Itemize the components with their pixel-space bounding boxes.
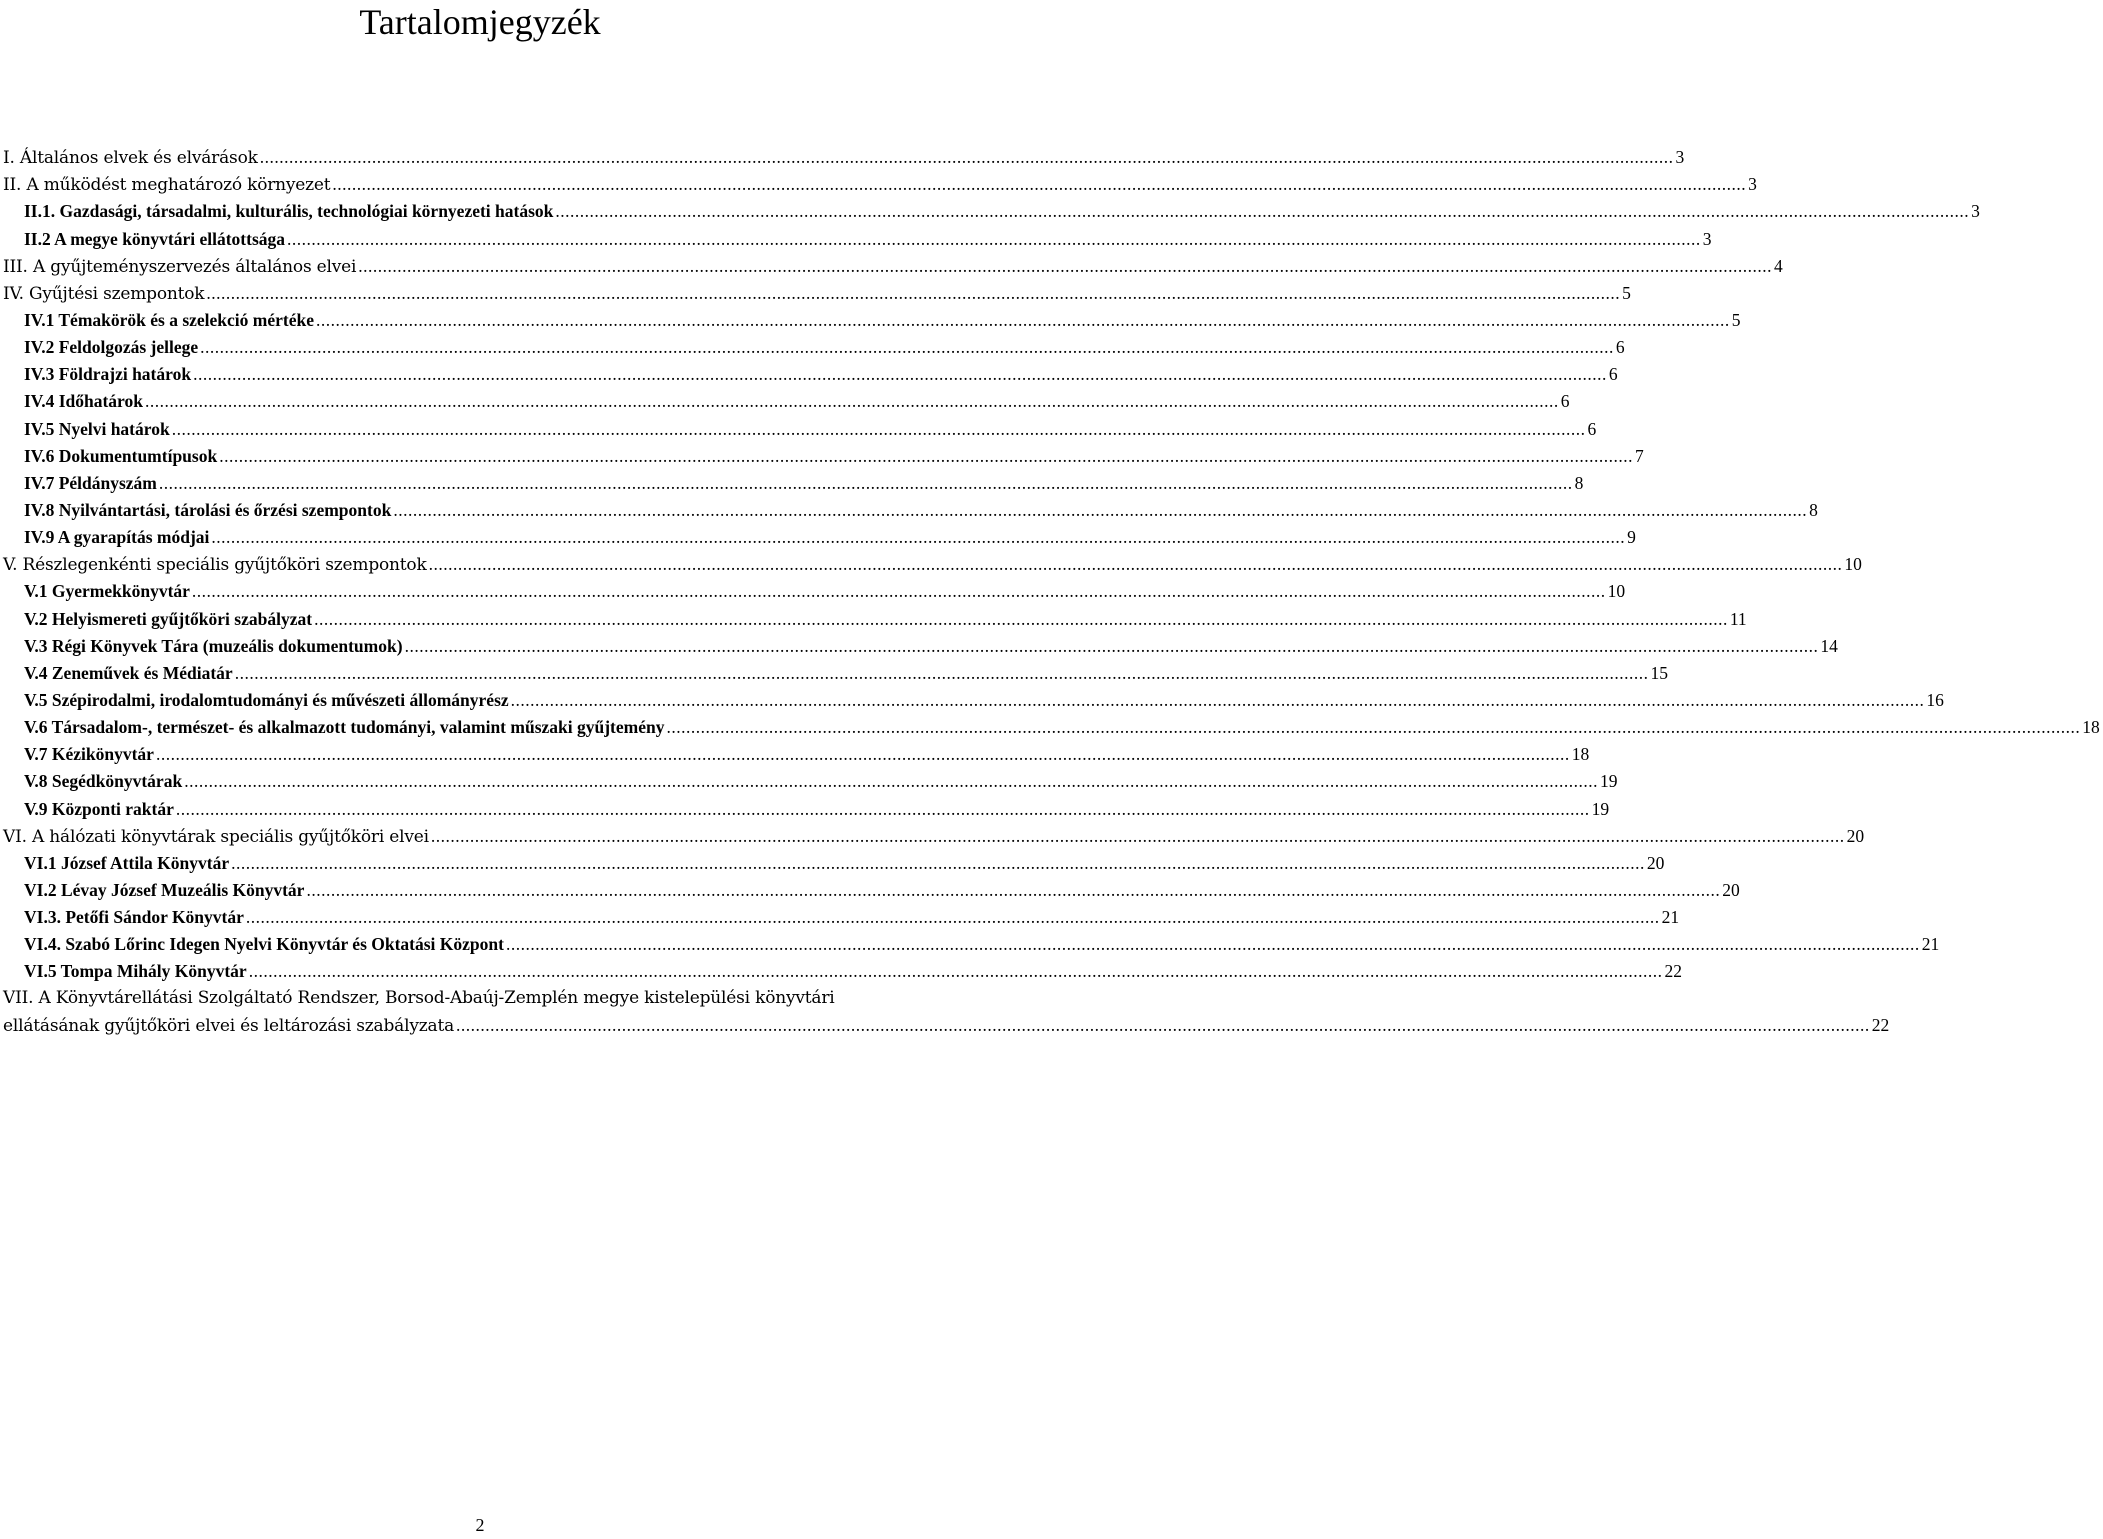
toc-leader-dots <box>405 636 1819 657</box>
toc-entry-line <box>24 771 1618 792</box>
toc-entry-label: V.6 Társadalom-, természet- és alkalmazott tudományi, valamint műszaki gyűjtemény <box>24 717 665 738</box>
toc-leader-dots <box>666 717 2080 738</box>
toc-entry-page: 5 <box>1622 282 1631 303</box>
toc-entry-page: 11 <box>1729 608 1747 629</box>
toc-leader-dots <box>176 799 1590 820</box>
toc-entry-label: IV.4 Időhatárok <box>24 391 143 412</box>
toc-entry-label-line2: ellátásának gyűjtőköri elvei és leltározási szabályzata <box>3 1016 455 1037</box>
toc-entry-line <box>3 174 1757 196</box>
toc-entry-line <box>24 879 1740 900</box>
toc-entry[interactable] <box>3 796 1610 823</box>
toc-entry-page: 8 <box>1809 499 1818 520</box>
toc-entry-label: V.1 Gyermekkönyvtár <box>24 581 190 602</box>
toc-entry-label: VI.5 Tompa Mihály Könyvtár <box>24 961 247 982</box>
toc-leader-dots <box>506 934 1920 955</box>
toc-entry-multiline[interactable] <box>3 986 1890 1040</box>
toc-entry-label: IV.2 Feldolgozás jellege <box>24 337 199 358</box>
table-of-contents <box>3 145 2100 1040</box>
toc-entry-page: 3 <box>1702 228 1712 249</box>
toc-leader-dots <box>555 201 1969 222</box>
toc-entry[interactable] <box>3 661 1668 688</box>
toc-leader-dots <box>211 527 1625 548</box>
toc-leader-dots <box>260 147 1674 168</box>
toc-entry[interactable] <box>3 416 1597 443</box>
toc-leader-dots <box>159 473 1573 494</box>
toc-entry[interactable] <box>3 905 1680 932</box>
toc-entry-label: VI. A hálózati könyvtárak speciális gyűjtőköri elvei <box>3 826 429 847</box>
toc-entry-page: 6 <box>1587 418 1597 439</box>
toc-entry-line <box>24 662 1668 683</box>
toc-entry[interactable] <box>3 525 1636 552</box>
toc-leader-dots <box>235 663 1649 684</box>
toc-entry[interactable] <box>3 959 1682 986</box>
toc-leader-dots <box>306 880 1720 901</box>
toc-entry-line <box>24 309 1741 330</box>
toc-entry-page: 18 <box>1571 744 1590 765</box>
toc-entry-page: 3 <box>1675 147 1685 168</box>
toc-leader-dots <box>156 744 1570 765</box>
toc-entry-label: VI.1 József Attila Könyvtár <box>24 852 230 873</box>
toc-entry[interactable] <box>3 742 1590 769</box>
toc-leader-dots <box>231 853 1645 874</box>
toc-leader-dots <box>200 337 1614 358</box>
toc-entry-line <box>24 608 1747 629</box>
toc-entry[interactable] <box>3 606 1747 633</box>
toc-entry[interactable] <box>3 308 1741 335</box>
toc-entry-line <box>24 472 1584 493</box>
toc-entry-page: 20 <box>1722 879 1740 900</box>
toc-entry-line <box>24 635 1838 656</box>
toc-entry-label: V.3 Régi Könyvek Tára (muzeális dokumentumok) <box>24 635 403 656</box>
toc-entry[interactable] <box>3 471 1584 498</box>
toc-entry-line <box>3 282 1631 304</box>
toc-entry[interactable] <box>3 932 1940 959</box>
toc-leader-dots <box>332 174 1746 195</box>
toc-leader-dots <box>193 364 1607 385</box>
toc-leader-dots <box>456 1015 1870 1036</box>
toc-entry-page: 15 <box>1650 662 1668 683</box>
toc-entry[interactable] <box>3 172 1757 199</box>
toc-entry-label: II.2 A megye könyvtári ellátottsága <box>24 228 286 249</box>
toc-entry[interactable] <box>3 824 1865 851</box>
toc-leader-dots <box>172 419 1586 440</box>
toc-entry-page: 21 <box>1921 934 1940 955</box>
toc-entry-line <box>24 689 1944 710</box>
toc-entry-page: 6 <box>1560 391 1570 412</box>
toc-entry[interactable] <box>3 226 1712 253</box>
toc-entry[interactable] <box>3 715 2100 742</box>
page-number: 2 <box>475 1515 485 1535</box>
toc-entry-label: IV.3 Földrajzi határok <box>24 364 192 385</box>
toc-entry-line <box>3 255 1783 277</box>
toc-leader-dots <box>287 229 1701 250</box>
toc-leader-dots <box>246 907 1660 928</box>
toc-leader-dots <box>358 256 1772 277</box>
toc-entry-page: 18 <box>2082 717 2100 738</box>
toc-entry[interactable] <box>3 444 1644 471</box>
toc-entry[interactable] <box>3 254 1783 281</box>
toc-entry-line <box>24 337 1625 358</box>
toc-entry-page: 22 <box>1871 1015 1890 1036</box>
toc-entry[interactable] <box>3 552 1862 579</box>
toc-entry-label: II. A működést meghatározó környezet <box>3 175 331 196</box>
toc-leader-dots <box>511 690 1925 711</box>
toc-entry-label: V.5 Szépirodalmi, irodalomtudományi és művészeti állományrész <box>24 689 509 710</box>
page-title: Tartalomjegyzék <box>359 2 601 42</box>
toc-entry[interactable] <box>3 498 1818 525</box>
toc-entry[interactable] <box>3 335 1625 362</box>
toc-entry-page: 4 <box>1774 255 1783 276</box>
toc-entry-page: 19 <box>1591 798 1610 819</box>
toc-entry-page: 9 <box>1627 527 1636 548</box>
toc-entry-line <box>24 852 1665 873</box>
toc-leader-dots <box>249 961 1663 982</box>
toc-entry-line <box>3 1015 1890 1037</box>
toc-entry-page: 6 <box>1608 364 1618 385</box>
toc-entry-label: V.2 Helyismereti gyűjtőköri szabályzat <box>24 608 313 629</box>
toc-entry-line <box>24 499 1818 520</box>
toc-entry-line <box>24 744 1590 765</box>
toc-entry-page: 8 <box>1574 472 1584 493</box>
toc-entry-page: 6 <box>1615 337 1625 358</box>
toc-entry[interactable] <box>3 362 1618 389</box>
toc-entry-label: V.7 Kézikönyvtár <box>24 744 154 765</box>
toc-entry-line <box>3 147 1685 169</box>
toc-entry-label-line1: VII. A Könyvtárellátási Szolgáltató Rendszer, Borsod-Abaúj-Zemplén megye kistelepülési könyvtári <box>3 988 835 1009</box>
toc-entry-page: 7 <box>1634 445 1644 466</box>
toc-leader-dots <box>219 446 1633 467</box>
toc-entry[interactable] <box>3 634 1838 661</box>
toc-entry-line <box>3 554 1862 576</box>
toc-entry-label: V.8 Segédkönyvtárak <box>24 771 183 792</box>
toc-leader-dots <box>393 500 1807 521</box>
toc-entry-label: IV.8 Nyilvántartási, tárolási és őrzési szempontok <box>24 499 392 520</box>
toc-entry-label: III. A gyűjteményszervezés általános elvei <box>3 256 357 277</box>
toc-entry-label: IV.9 A gyarapítás módjai <box>24 527 210 548</box>
toc-entry-label: IV.6 Dokumentumtípusok <box>24 445 218 466</box>
toc-entry-page: 10 <box>1607 581 1626 602</box>
toc-entry-label: VI.4. Szabó Lőrinc Idegen Nyelvi Könyvtár és Oktatási Központ <box>24 934 504 955</box>
toc-leader-dots <box>206 283 1620 304</box>
toc-leader-dots <box>184 771 1598 792</box>
toc-leader-dots <box>192 581 1606 602</box>
toc-entry-page: 14 <box>1820 635 1838 656</box>
toc-entry-line <box>24 364 1618 385</box>
toc-entry[interactable] <box>3 145 1685 172</box>
toc-leader-dots <box>316 310 1730 331</box>
toc-entry[interactable] <box>3 851 1665 878</box>
toc-leader-dots <box>314 609 1728 630</box>
toc-entry[interactable] <box>3 579 1626 606</box>
toc-entry-line <box>24 228 1712 249</box>
toc-entry[interactable] <box>3 878 1740 905</box>
toc-leader-dots <box>431 826 1845 847</box>
toc-entry[interactable] <box>3 389 1570 416</box>
toc-entry-line <box>24 581 1626 602</box>
toc-entry-label: V.9 Központi raktár <box>24 798 174 819</box>
toc-entry-label: IV. Gyűjtési szempontok <box>3 283 205 304</box>
toc-entry-label: I. Általános elvek és elvárások <box>3 148 258 169</box>
toc-entry-page: 5 <box>1731 309 1741 330</box>
toc-entry-line <box>24 527 1636 548</box>
toc-entry-line <box>24 717 2100 738</box>
toc-entry-label: VI.2 Lévay József Muzeális Könyvtár <box>24 879 305 900</box>
toc-entry-page: 20 <box>1646 852 1665 873</box>
toc-entry-line <box>24 934 1940 955</box>
toc-entry-label: IV.5 Nyelvi határok <box>24 418 170 439</box>
toc-entry[interactable] <box>3 688 1944 715</box>
toc-entry-line <box>24 418 1597 439</box>
toc-entry-line <box>24 201 1980 222</box>
toc-entry-label: II.1. Gazdasági, társadalmi, kulturális, technológiai környezeti hatások <box>24 201 554 222</box>
toc-entry-label: V.4 Zeneművek és Médiatár <box>24 662 233 683</box>
toc-entry[interactable] <box>3 199 1980 226</box>
toc-entry-page: 22 <box>1664 961 1682 982</box>
toc-entry-label: IV.7 Példányszám <box>24 472 157 493</box>
toc-entry-label: VI.3. Petőfi Sándor Könyvtár <box>24 907 244 928</box>
toc-entry-page: 21 <box>1661 907 1680 928</box>
toc-entry-line <box>24 961 1682 982</box>
toc-entry-line <box>24 391 1570 412</box>
toc-leader-dots <box>429 554 1843 575</box>
toc-entry[interactable] <box>3 769 1618 796</box>
toc-entry-page: 3 <box>1971 201 1980 222</box>
toc-entry-page: 19 <box>1599 771 1618 792</box>
toc-entry-page: 10 <box>1844 554 1862 575</box>
toc-entry-line <box>3 825 1865 847</box>
toc-entry-label: V. Részlegenkénti speciális gyűjtőköri szempontok <box>3 555 427 576</box>
toc-entry-label: IV.1 Témakörök és a szelekció mértéke <box>24 309 314 330</box>
toc-entry-line <box>24 445 1644 466</box>
toc-leader-dots <box>145 391 1559 412</box>
toc-entry-line <box>24 907 1680 928</box>
toc-entry[interactable] <box>3 281 1631 308</box>
toc-entry-page: 20 <box>1846 825 1865 846</box>
toc-entry-page: 16 <box>1926 689 1944 710</box>
toc-entry-page: 3 <box>1748 174 1757 195</box>
toc-entry-line <box>24 798 1610 819</box>
